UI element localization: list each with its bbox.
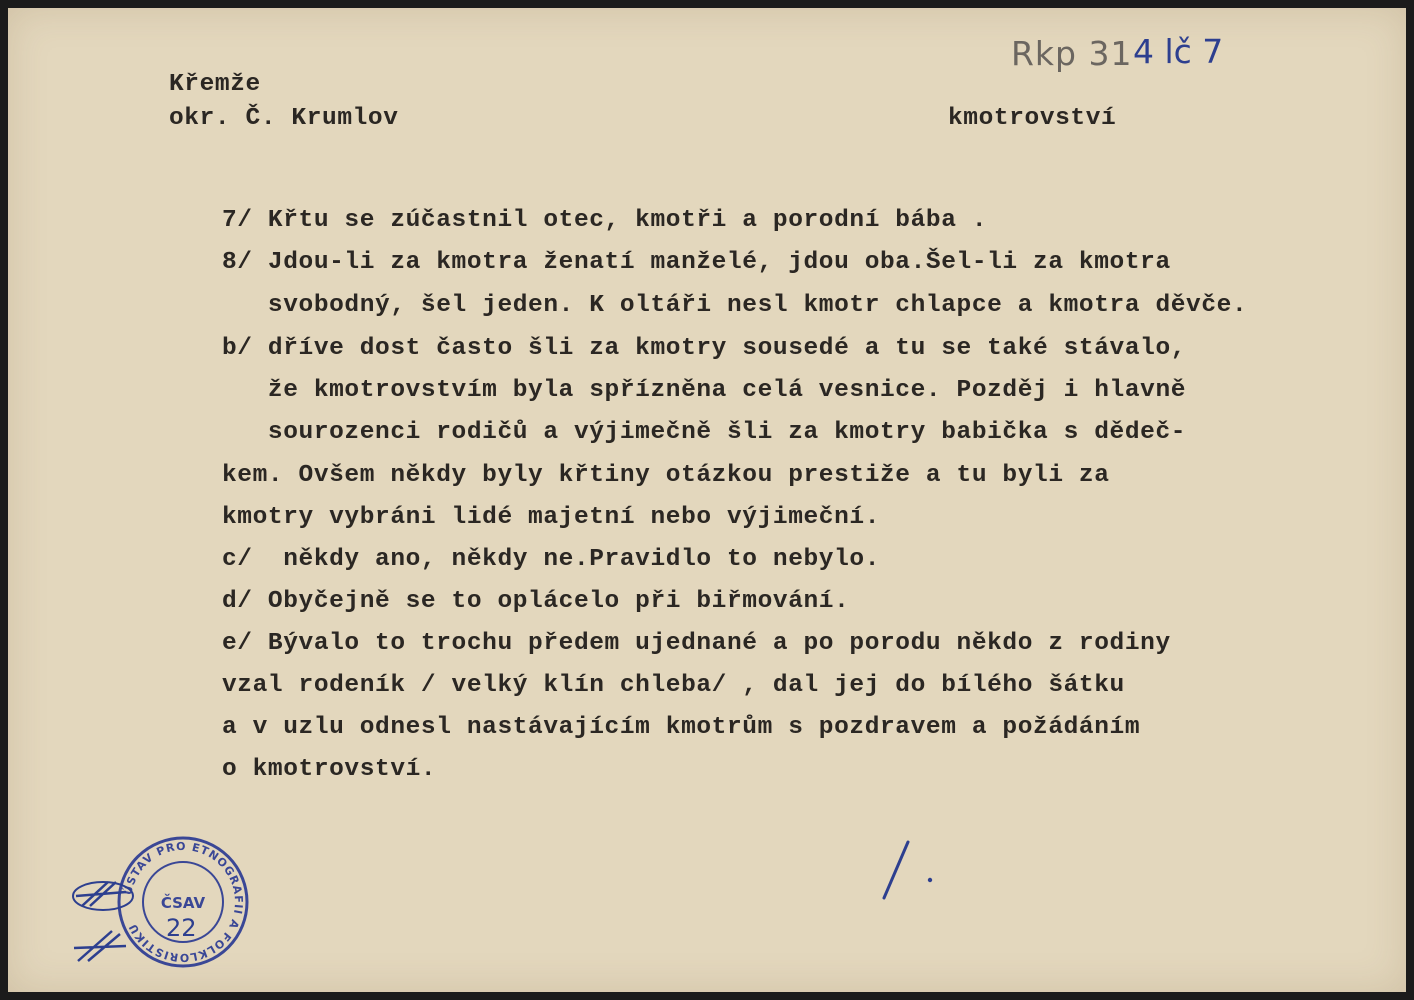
shelfmark-handwritten: 4 lč 7 [1133, 32, 1224, 71]
text-line: 7/ Křtu se zúčastnil otec, kmotři a porodní bába . [222, 207, 988, 234]
text-line: a v uzlu odnesl nastávajícím kmotrům s pozdravem a požádáním [222, 714, 1141, 741]
text-line: b/ dříve dost často šli za kmotry sousedé a tu se také stávalo, [222, 335, 1187, 362]
text-line: c/ někdy ano, někdy ne.Pravidlo to nebylo. [222, 546, 881, 573]
district-name: okr. Č. Krumlov [169, 105, 399, 132]
text-line: svobodný, šel jeden. K oltáři nesl kmotr chlapce a kmotra děvče. [222, 292, 1248, 319]
stamp-ring-text: ÚSTAV PRO ETNOGRAFII A FOLKLORISTIKU [121, 839, 246, 965]
text-line: 8/ Jdou-li za kmotra ženatí manželé, jdou oba.Šel-li za kmotra [222, 249, 1171, 276]
shelfmark-printed: Rkp 31 [1011, 34, 1133, 73]
place-name: Křemže [169, 71, 261, 98]
text-line: d/ Obyčejně se to oplácelo při biřmování. [222, 588, 850, 615]
text-line: kmotry vybráni lidé majetní nebo výjimeční. [222, 504, 881, 531]
text-line: sourozenci rodičů a výjimečně šli za kmotry babička s dědeč- [222, 419, 1187, 446]
text-line: vzal rodeník / velký klín chleba/ , dal jej do bílého šátku [222, 672, 1125, 699]
official-stamp-icon [68, 816, 268, 976]
topic-label: kmotrovství [948, 105, 1117, 132]
archive-card [8, 8, 1406, 992]
pen-check-mark-icon [878, 836, 938, 906]
text-line: o kmotrovství. [222, 756, 437, 783]
text-line: že kmotrovstvím byla spřízněna celá vesnice. Pozděj i hlavně [222, 377, 1187, 404]
text-line: e/ Bývalo to trochu předem ujednané a po porodu někdo z rodiny [222, 630, 1171, 657]
stamp-center-text: ČSAV [160, 894, 206, 912]
text-line: kem. Ovšem někdy byly křtiny otázkou prestiže a tu byli za [222, 462, 1110, 489]
stamp-number: 22 [166, 914, 197, 942]
